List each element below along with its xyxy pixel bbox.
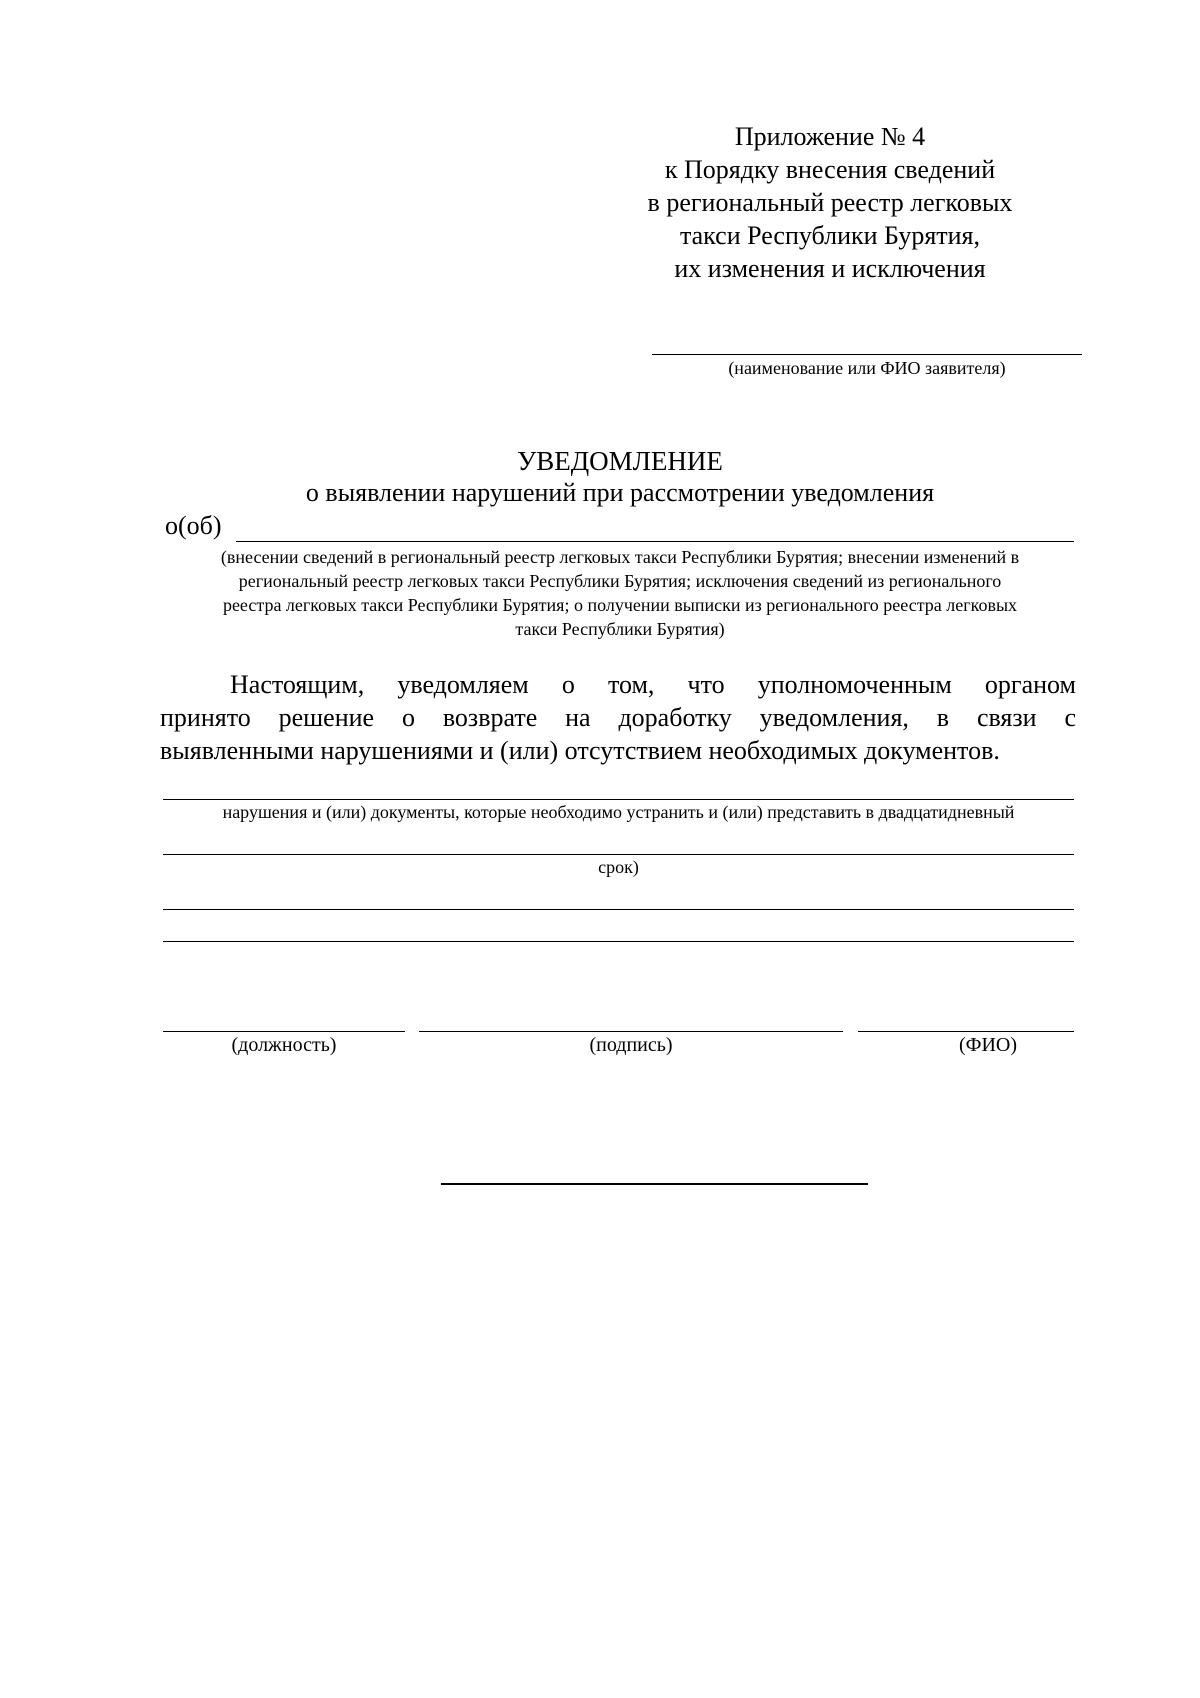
body-line: Настоящим, уведомляем о том, что уполномоченным органом <box>230 670 1076 699</box>
appendix-line: Приложение № 4 <box>734 122 926 151</box>
bottom-line <box>441 1183 868 1185</box>
violations-line-2 <box>163 854 1074 855</box>
notice-body <box>160 668 1076 767</box>
name-line <box>858 1031 1074 1032</box>
violations-line-3 <box>163 909 1074 910</box>
body-line: принято решение о возврате на доработку уведомления, в связи с <box>160 703 1076 732</box>
appendix-line: к Порядку внесения сведений <box>664 155 996 184</box>
position-line <box>163 1031 405 1032</box>
ob-fill-line <box>236 541 1074 542</box>
body-line: выявленными нарушениями и (или) отсутствием необходимых документов. <box>160 736 1000 765</box>
notice-title: УВЕДОМЛЕНИЕ <box>517 446 723 476</box>
signature-caption: (подпись) <box>589 1034 673 1056</box>
violations-caption: нарушения и (или) документы, которые необходимо устранить и (или) представить в двадцатидневный <box>222 802 1015 822</box>
ob-label: о(об) <box>165 511 222 540</box>
appendix-line: в региональный реестр легковых <box>647 188 1013 217</box>
position-caption: (должность) <box>231 1034 337 1056</box>
appendix-header <box>620 120 1040 285</box>
deadline-caption: срок) <box>598 857 639 877</box>
notice-subtitle: о выявлении нарушений при рассмотрении уведомления <box>305 478 935 507</box>
ob-caption-line: реестра легковых такси Республики Бурятия; о получении выписки из регионального реестра легковых <box>222 595 1018 615</box>
violations-line-1 <box>163 799 1074 800</box>
applicant-caption: (наименование или ФИО заявителя) <box>728 358 1006 378</box>
appendix-line: их изменения и исключения <box>674 254 986 283</box>
signature-line <box>419 1031 843 1032</box>
ob-caption-line: (внесении сведений в региональный реестр легковых такси Республики Бурятия; внесении изменений в <box>220 547 1020 567</box>
violations-line-4 <box>163 941 1074 942</box>
ob-caption-line: региональный реестр легковых такси Республики Бурятия; исключения сведений из регионального <box>238 571 1002 591</box>
ob-caption <box>160 545 1080 641</box>
name-caption: (ФИО) <box>958 1034 1017 1056</box>
applicant-name-line <box>652 354 1082 355</box>
appendix-line: такси Республики Бурятия, <box>679 221 981 250</box>
ob-caption-line: такси Республики Бурятия) <box>515 619 725 639</box>
